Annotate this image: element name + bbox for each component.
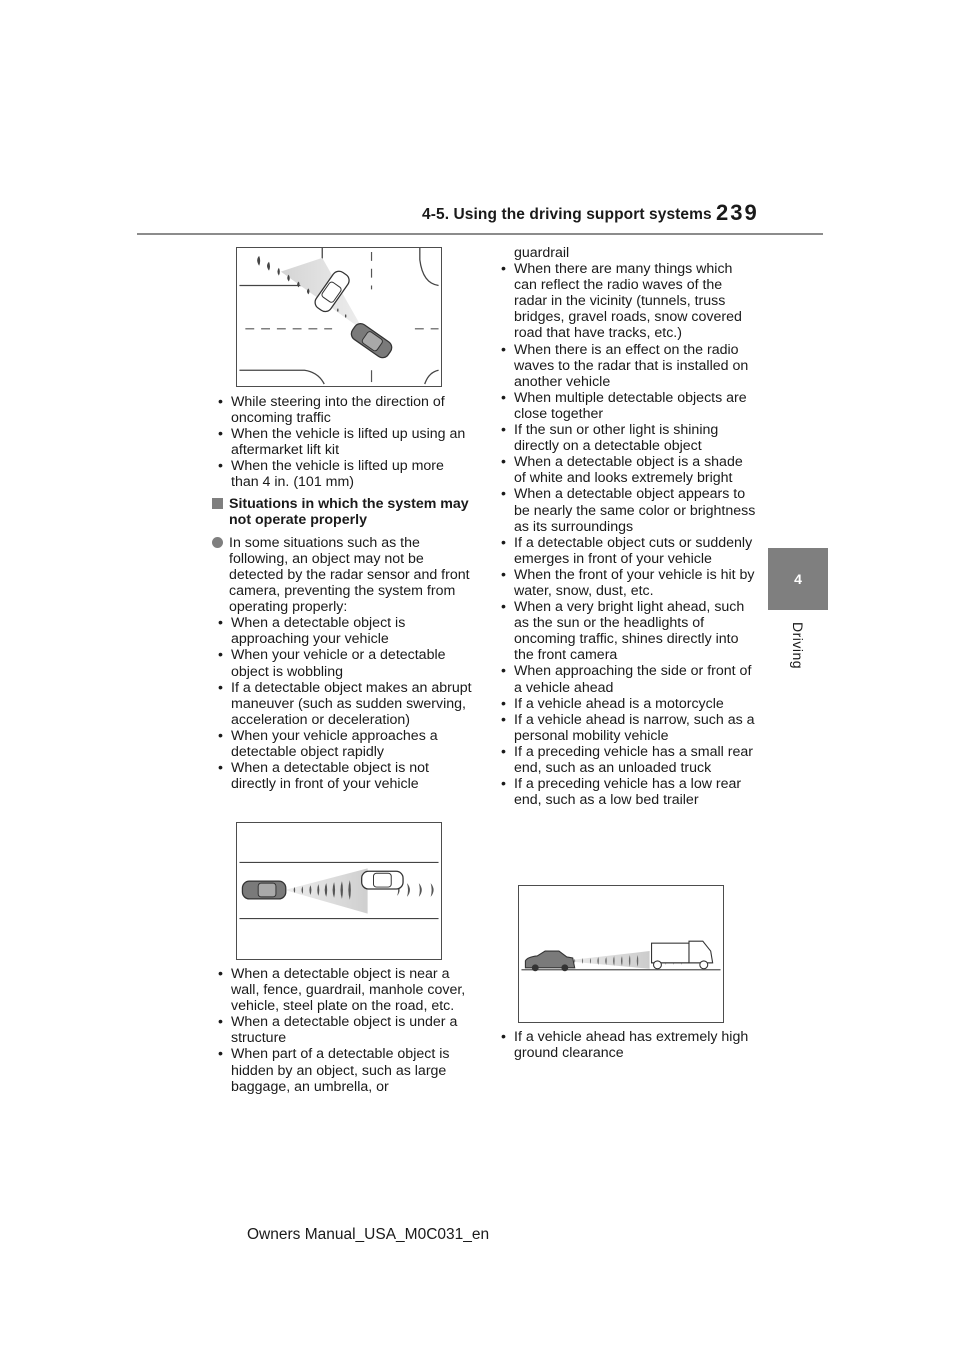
- bullet-list-top: [212, 394, 474, 491]
- left-column-bottom: [212, 966, 474, 1095]
- section-title: 4-5. Using the driving support systems: [422, 206, 712, 223]
- square-marker-icon: [212, 498, 223, 509]
- list-item: • If a detectable object makes an abrupt maneuver (such as sudden swerving, acceleration or deceleration): [212, 680, 474, 728]
- chapter-tab[interactable]: 4: [768, 548, 828, 610]
- list-item: • While steering into the direction of oncoming traffic: [212, 394, 474, 426]
- list-item: • When a detectable object is a shade of white and looks extremely bright: [495, 454, 757, 486]
- own-car-icon: [242, 881, 285, 899]
- intro-text: In some situations such as the following, an object may not be detected by the radar sensor and front camera, preventing the system from operating properly:: [229, 534, 470, 616]
- list-item: • When a detectable object appears to be nearly the same color or brightness as its surroundings: [495, 486, 757, 534]
- list-item: • When the vehicle is lifted up using an aftermarket lift kit: [212, 426, 474, 458]
- list-item: • When a detectable object is under a structure: [212, 1014, 474, 1046]
- list-item: • When multiple detectable objects are close together: [495, 390, 757, 422]
- footer-text: Owners Manual_USA_M0C031_en: [247, 1226, 490, 1243]
- bullet-list-bottom: [212, 966, 474, 1095]
- own-car-icon: [525, 951, 574, 971]
- curb-bottom-left: [239, 370, 324, 384]
- own-car-icon: [349, 321, 395, 360]
- figure-offset-vehicle: [236, 822, 442, 960]
- bullet-list-right-bottom: [495, 1029, 757, 1061]
- list-item: • When a very bright light ahead, such as the sun or the headlights of oncoming traffic, shines directly into the front camera: [495, 599, 757, 663]
- list-item: • If a preceding vehicle has a small rear end, such as an unloaded truck: [495, 744, 757, 776]
- list-item: • When a detectable object is not directly in front of your vehicle: [212, 760, 474, 792]
- list-item: • When a detectable object is approaching your vehicle: [212, 615, 474, 647]
- list-item: • When the front of your vehicle is hit by water, snow, dust, etc.: [495, 567, 757, 599]
- list-item: • If a preceding vehicle has a low rear end, such as a low bed trailer: [495, 776, 757, 808]
- chapter-label: Driving: [790, 622, 806, 670]
- list-item: • When part of a detectable object is hidden by an object, such as large baggage, an umbrella, or: [212, 1046, 474, 1094]
- intersection-illustration: [237, 248, 441, 386]
- left-column-top: [212, 394, 474, 792]
- list-item: • If a detectable object cuts or suddenly emerges in front of your vehicle: [495, 535, 757, 567]
- list-item: • When there is an effect on the radio waves to the radar that is installed on another vehicle: [495, 342, 757, 390]
- list-item: • If the sun or other light is shining directly on a detectable object: [495, 422, 757, 454]
- offset-vehicle-illustration: [237, 823, 441, 959]
- curb-top-right: [420, 248, 439, 285]
- list-item: • If a vehicle ahead has extremely high ground clearance: [495, 1029, 757, 1061]
- truck-icon: [652, 941, 713, 969]
- right-column: [495, 245, 757, 808]
- section-heading: [212, 496, 474, 528]
- bullet-list-right: [495, 261, 757, 808]
- intro-paragraph: [212, 535, 474, 615]
- list-item: • When the vehicle is lifted up more than 4 in. (101 mm): [212, 458, 474, 490]
- header-divider: [137, 233, 823, 235]
- preceding-car-icon: [362, 871, 403, 889]
- figure-truck-clearance: [518, 885, 724, 1023]
- bullet-list-mid: [212, 615, 474, 792]
- list-item: • When approaching the side or front of a vehicle ahead: [495, 663, 757, 695]
- list-item: • If a vehicle ahead is narrow, such as a personal mobility vehicle: [495, 712, 757, 744]
- list-item: • When there are many things which can reflect the radio waves of the radar in the vicinity (tunnels, truss bridges, gravel roads, snow covered road that have tracks, etc.): [495, 261, 757, 341]
- curb-bottom-right: [425, 370, 439, 384]
- list-item: • When your vehicle approaches a detectable object rapidly: [212, 728, 474, 760]
- truck-illustration: [519, 886, 723, 1022]
- list-item: • When a detectable object is near a wall, fence, guardrail, manhole cover, vehicle, steel plate on the road, etc.: [212, 966, 474, 1014]
- list-item: • When your vehicle or a detectable object is wobbling: [212, 647, 474, 679]
- section-heading-text: Situations in which the system may not operate properly: [229, 495, 469, 528]
- page-number: 239: [716, 200, 759, 225]
- figure-intersection-turn: [236, 247, 442, 387]
- continuation-text: guardrail: [514, 245, 570, 261]
- list-item: • If a vehicle ahead is a motorcycle: [495, 696, 757, 712]
- right-column-bottom: [495, 1029, 757, 1061]
- circle-marker-icon: [212, 537, 223, 548]
